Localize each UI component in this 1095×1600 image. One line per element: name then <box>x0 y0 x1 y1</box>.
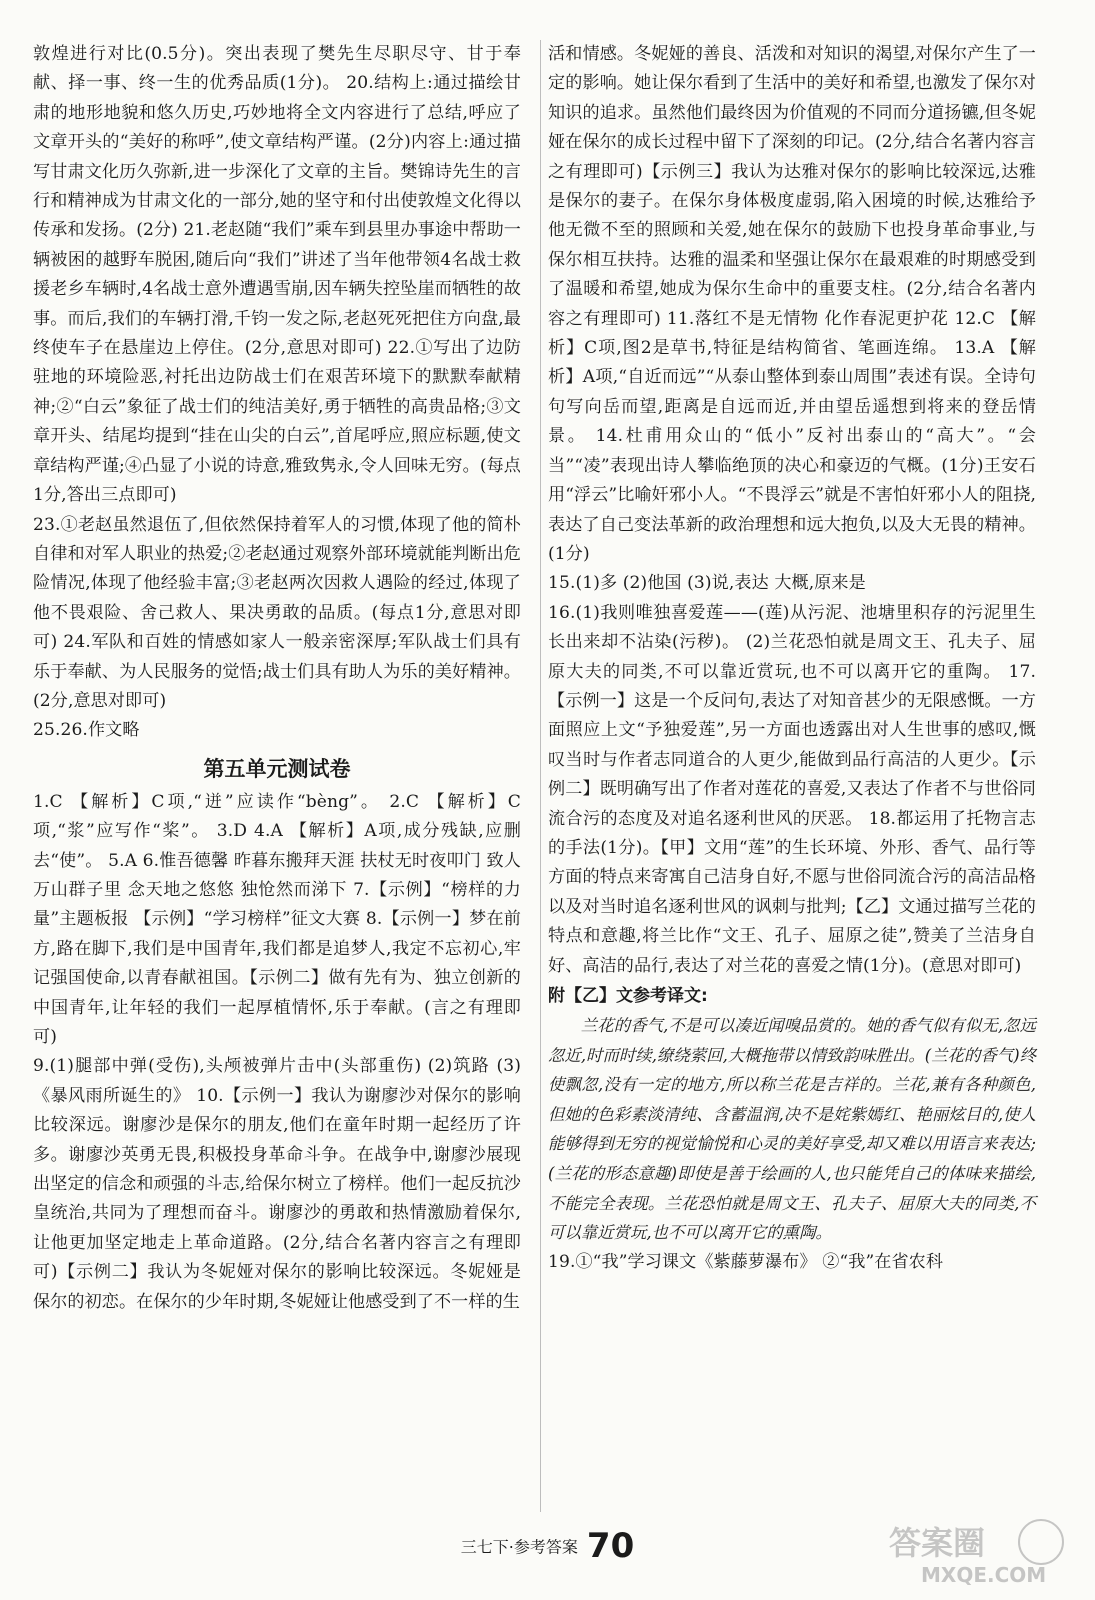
answer-text: 23.①老赵虽然退伍了,但依然保持着军人的习惯,体现了他的简朴自律和对军人职业的热爱;②老赵通过观察外部环境就能判断出危险情况,体现了他经验丰富;③老赵两次因救人遇险的经过,体现了他不畏艰险、舍己救人、果决勇敢的品质。(每点1分,意思对即可) 24.军队和百姓的情感如家人一般亲密深厚;军队战士们具有乐于奉献、为人民服务的觉悟;战士们具有助人为乐的美好精神。(2分,意思对即可) <box>33 514 521 711</box>
answer-block-15 <box>548 569 1036 598</box>
translation-text: 兰花的香气,不是可以凑近闻嗅品赏的。她的香气似有似无,忽远忽近,时而时续,缭绕萦回,大概拖带以情致韵味胜出。(兰花的香气)终使飘忽,没有一定的地方,所以称兰花是吉祥的。兰花,兼有各种颜色,但她的色彩素淡清纯、含蓄温润,决不是姹紫嫣红、艳丽炫目的,使人能够得到无穷的视觉愉悦和心灵的美好享受,却又难以用语言来表达;(兰花的形态意趣)即使是善于绘画的人,也只能凭自己的体味来描绘,不能完全表现。兰花恐怕就是周文王、孔夫子、屈原大夫的同类,不可以靠近赏玩,也不可以离开它的熏陶。 <box>548 1016 1036 1243</box>
answer-text: 16.(1)我则唯独喜爱莲——(莲)从污泥、池塘里积存的污泥里生长出来却不沾染(污秽)。 (2)兰花恐怕就是周文王、孔夫子、屈原大夫的同类,不可以靠近赏玩,也不可以离开它的重陶。 17.【示例一】这是一个反问句,表达了对知音甚少的无限感慨。一方面照应上文“予独爱莲”,另一方面也透露出对人生世事的感叹,慨叹当时与作者志同道合的人更少,能做到品行高洁的人更少。【示例二】既明确写出了作者对莲花的喜爱,又表达了作者不与世俗同流合污的态度及对追名逐利世风的厌恶。 18.都运用了托物言志的手法(1分)。【甲】文用“莲”的生长环境、外形、香气、品行等方面的特点来寄寓自己洁身自好,不愿与世俗同流合污的高洁品格以及对当时追名逐利世风的讽刺与批判;【乙】文通过描写兰花的特点和意趣,将兰比作“文王、孔子、屈原之徒”,赞美了兰洁身自好、高洁的品行,表达了对兰花的喜爱之情(1分)。(意思对即可) <box>548 602 1036 976</box>
watermark-text: 答案圈 <box>889 1524 986 1562</box>
answer-block-20-22 <box>33 40 521 511</box>
answer-block-19 <box>548 1248 1036 1277</box>
section-title: 第五单元测试卷 <box>203 756 351 781</box>
column-divider <box>540 40 541 1512</box>
answer-text: 1.C 【解析】C项,“迸”应读作“bèng”。 2.C 【解析】C项,“浆”应写作“桨”。 3.D 4.A 【解析】A项,成分残缺,应删去“使”。 5.A 6.惟吾德馨 昨暮东搬拜天涯 扶杖无时夜叩门 致人万山群子里 念天地之悠悠 独怆然而涕下 7.【示例】“榜样的力量”主题板报 【示例】“学习榜样”征文大赛 8.【示例一】梦在前方,路在脚下,我们是中国青年,我们都是追梦人,我定不忘初心,牢记强国使命,以青春献祖国。【示例二】做有先有为、独立创新的中国青年,让年轻的我们一起厚植情怀,乐于奉献。(言之有理即可) <box>33 791 521 1047</box>
left-column <box>33 40 521 1317</box>
footer-tag: 三七下·参考答案 <box>460 1537 578 1557</box>
answer-block-25-26 <box>33 716 521 745</box>
watermark-url: MXQE.COM <box>921 1563 1047 1587</box>
watermark-logo <box>881 1512 1081 1590</box>
answer-text: 敦煌进行对比(0.5分)。突出表现了樊先生尽职尽守、甘于奉献、择一事、终一生的优秀品质(1分)。 20.结构上:通过描绘甘肃的地形地貌和悠久历史,巧妙地将全文内容进行了总结,呼应了文章开头的“美好的称呼”,使文章结构严谨。(2分)内容上:通过描写甘肃文化历久弥新,进一步深化了文章的主旨。樊锦诗先生的言行和精神成为甘肃文化的一部分,她的坚守和付出使敦煌文化得以传承和发扬。(2分) 21.老赵随“我们”乘车到县里办事途中帮助一辆被困的越野车脱困,随后向“我们”讲述了当年他带领4名战士救援老乡车辆时,4名战士意外遭遇雪崩,因车辆失控坠崖而牺牲的故事。而后,我们的车辆打滑,千钧一发之际,老赵死死把住方向盘,最终使车子在悬崖边上停住。(2分,意思对即可) 22.①写出了边防驻地的环境险恶,衬托出边防战士们在艰苦环境下的默默奉献精神;②“白云”象征了战士们的纯洁美好,勇于牺牲的高贵品格;③文章开头、结尾均提到“挂在山尖的白云”,首尾呼应,照应标题,使文章结构严谨;④凸显了小说的诗意,雅致隽永,令人回味无穷。(每点1分,答出三点即可) <box>33 44 521 506</box>
right-column <box>548 40 1036 1277</box>
answer-block-9-10 <box>33 1052 521 1317</box>
translation-heading: 附【乙】文参考译文: <box>548 986 708 1006</box>
answer-text: 19.①“我”学习课文《紫藤萝瀑布》 ②“我”在省农科 <box>548 1251 944 1272</box>
answer-text: 15.(1)多 (2)他国 (3)说,表达 大概,原来是 <box>548 573 866 594</box>
answer-block-16-18 <box>548 599 1036 981</box>
answer-block-23-24 <box>33 511 521 717</box>
answer-block-1-8 <box>33 788 521 1053</box>
answer-text: 活和情感。冬妮娅的善良、活泼和对知识的渴望,对保尔产生了一定的影响。她让保尔看到了生活中的美好和希望,也激发了保尔对知识的追求。虽然他们最终因为价值观的不同而分道扬镳,但冬妮娅在保尔的成长过程中留下了深刻的印记。(2分,结合名著内容言之有理即可)【示例三】我认为达雅对保尔的影响比较深远,达雅是保尔的妻子。在保尔身体极度虚弱,陷入困境的时候,达雅给予他无微不至的照顾和关爱,她在保尔的鼓励下也投身革命事业,与保尔相互扶持。达雅的温柔和坚强让保尔在最艰难的时期感受到了温暖和希望,她成为保尔生命中的重要支柱。(2分,结合名著内容之有理即可) 11.落红不是无情物 化作春泥更护花 12.C 【解析】C项,图2是草书,特征是结构简省、笔画连绵。 13.A 【解析】A项,“自近而远”“从泰山整体到泰山周围”表述有误。全诗句句写向岳而望,距离是自远而近,并由望岳遥想到将来的登岳情景。 14.杜甫用众山的“低小”反衬出泰山的“高大”。“会当”“凌”表现出诗人攀临绝顶的决心和豪迈的气概。(1分)王安石用“浮云”比喻奸邪小人。“不畏浮云”就是不害怕奸邪小人的阻挠,表达了自己变法革新的政治理想和远大抱负,以及大无畏的精神。(1分) <box>548 44 1036 564</box>
answer-text: 25.26.作文略 <box>33 720 140 741</box>
page-number: 70 <box>586 1526 635 1566</box>
answer-text: 9.(1)腿部中弹(受伤),头颅被弹片击中(头部重伤) (2)筑路 (3)《暴风雨所诞生的》 10.【示例一】我认为谢廖沙对保尔的影响比较深远。谢廖沙是保尔的朋友,他们在童年时期一起经历了许多。谢廖沙英勇无畏,积极投身革命斗争。在战争中,谢廖沙展现出坚定的信念和顽强的斗志,给保尔树立了榜样。他们一起反抗沙皇统治,共同为了理想而奋斗。谢廖沙的勇敢和热情激励着保尔,让他更加坚定地走上革命道路。(2分,结合名著内容言之有理即可)【示例二】我认为冬妮娅对保尔的影响比较深远。冬妮娅是保尔的初恋。在保尔的少年时期,冬妮娅让他感受到了不一样的生 <box>33 1056 521 1312</box>
answer-block-10-14 <box>548 40 1036 569</box>
